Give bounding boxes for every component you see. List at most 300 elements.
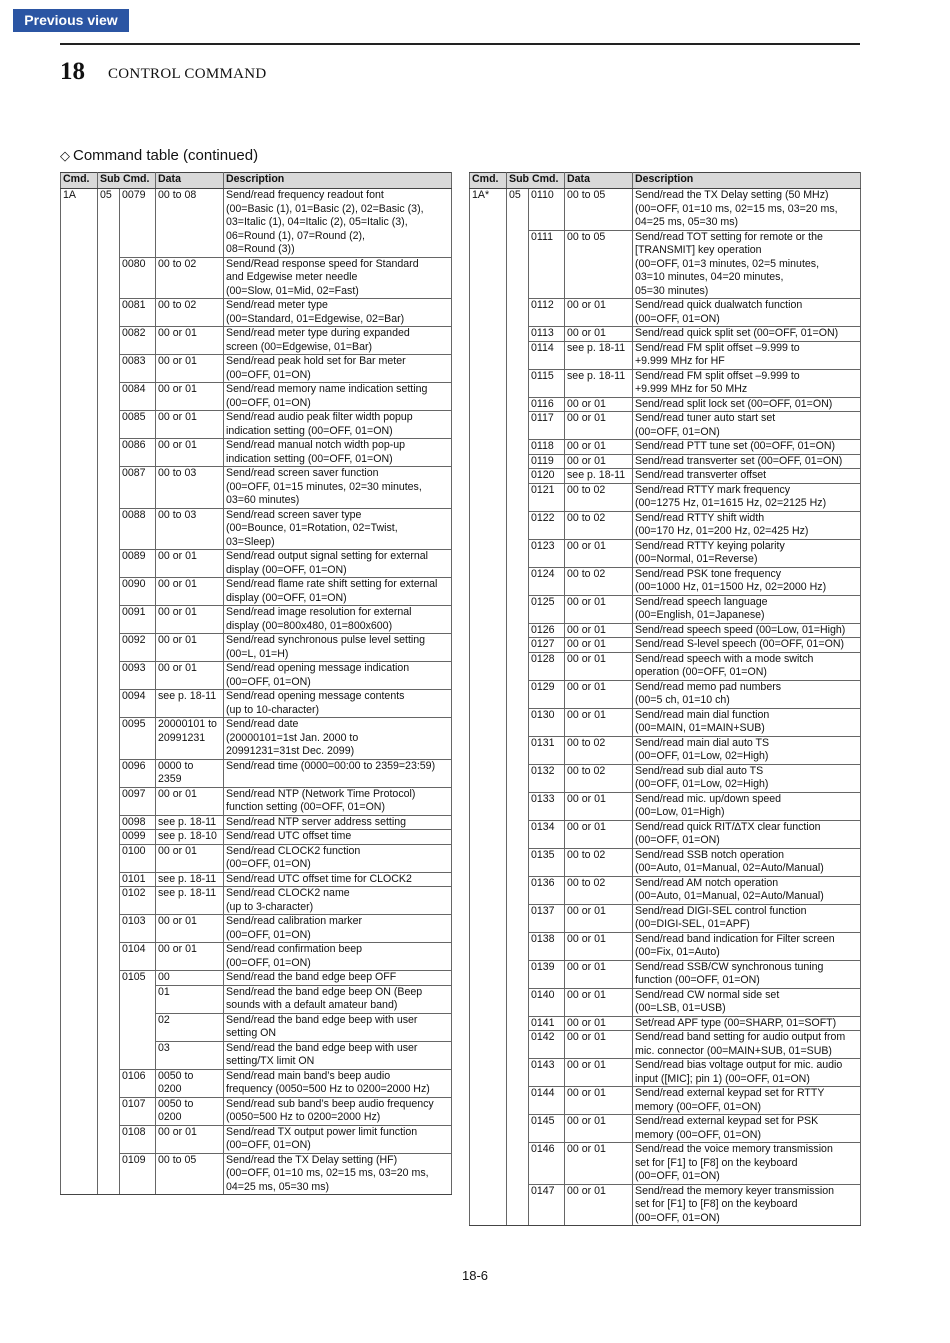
cmd-cell <box>61 759 98 787</box>
cmd-cell <box>470 595 507 623</box>
cmd-cell <box>470 1184 507 1226</box>
cmd-cell <box>470 876 507 904</box>
data-cell: 03 <box>156 1041 224 1069</box>
cmd-cell <box>61 550 98 578</box>
table-row <box>470 539 861 567</box>
sub-cmd-cell: 0118 <box>529 440 565 455</box>
data-cell: 00 or 01 <box>156 634 224 662</box>
table-row <box>470 595 861 623</box>
sub-cmd-cell: 0143 <box>529 1059 565 1087</box>
description-cell: Send/read frequency readout font (00=Basic (1), 01=Basic (2), 02=Basic (3), 03=Italic (1), 04=Italic (2), 05=Italic (3), 06=Round (1), 07=Round (2), 08=Round (3)) <box>224 189 452 258</box>
cmd-cell <box>61 718 98 760</box>
data-cell: 00 or 01 <box>156 844 224 872</box>
header-rule <box>60 43 860 45</box>
sub-cmd-cell <box>98 467 120 509</box>
sub-cmd-cell: 0096 <box>120 759 156 787</box>
sub-cmd-cell <box>98 299 120 327</box>
sub-cmd-cell <box>98 327 120 355</box>
cmd-cell <box>470 454 507 469</box>
sub-cmd-cell: 0115 <box>529 369 565 397</box>
data-cell: 00 to 05 <box>156 1153 224 1195</box>
description-cell: Send/read transverter offset <box>633 469 861 484</box>
data-cell: see p. 18-11 <box>565 469 633 484</box>
description-cell: Send/read the TX Delay setting (HF) (00=OFF, 01=10 ms, 02=15 ms, 03=20 ms, 04=25 ms, 05=30 ms) <box>224 1153 452 1195</box>
data-cell: see p. 18-11 <box>565 341 633 369</box>
table-row <box>61 718 452 760</box>
table-row <box>61 915 452 943</box>
data-cell: 00 or 01 <box>565 299 633 327</box>
description-cell: Send/read RTTY keying polarity (00=Normal, 01=Reverse) <box>633 539 861 567</box>
table-row <box>470 1031 861 1059</box>
cmd-cell <box>470 1031 507 1059</box>
cmd-cell <box>470 638 507 653</box>
sub-cmd-cell <box>507 1059 529 1087</box>
data-cell: 00 or 01 <box>565 623 633 638</box>
description-cell: Send/read speech with a mode switch operation (00=OFF, 01=ON) <box>633 652 861 680</box>
table-row <box>61 508 452 550</box>
cmd-cell <box>61 578 98 606</box>
data-cell: 00 or 01 <box>156 550 224 578</box>
data-cell: 00 to 03 <box>156 467 224 509</box>
data-cell: 00 or 01 <box>565 932 633 960</box>
sub-cmd-cell <box>98 1153 120 1195</box>
data-cell: 00 or 01 <box>565 397 633 412</box>
table-row <box>470 412 861 440</box>
table-row <box>61 634 452 662</box>
table-row <box>61 830 452 845</box>
sub-cmd-cell <box>98 578 120 606</box>
sub-cmd-cell <box>507 960 529 988</box>
sub-cmd-cell: 0098 <box>120 815 156 830</box>
sub-cmd-cell: 0146 <box>529 1143 565 1185</box>
data-cell: 02 <box>156 1013 224 1041</box>
description-cell: Send/read screen saver function (00=OFF, 01=15 minutes, 02=30 minutes, 03=60 minutes) <box>224 467 452 509</box>
table-row <box>470 369 861 397</box>
cmd-cell <box>61 1125 98 1153</box>
data-cell: 00 to 02 <box>156 257 224 299</box>
sub-cmd-cell: 0083 <box>120 355 156 383</box>
description-cell: Send/read bias voltage output for mic. audio input ([MIC]; pin 1) (00=OFF, 01=ON) <box>633 1059 861 1087</box>
table-row <box>470 483 861 511</box>
table-row <box>61 439 452 467</box>
sub-cmd-cell: 0079 <box>120 189 156 258</box>
description-cell: Send/read FM split offset –9.999 to +9.999 MHz for 50 MHz <box>633 369 861 397</box>
description-cell: Set/read APF type (00=SHARP, 01=SOFT) <box>633 1016 861 1031</box>
sub-cmd-cell <box>98 1097 120 1125</box>
sub-cmd-cell: 0105 <box>120 971 156 986</box>
cmd-cell <box>470 567 507 595</box>
cmd-cell <box>470 1087 507 1115</box>
sub-cmd-cell: 0087 <box>120 467 156 509</box>
cmd-cell <box>470 412 507 440</box>
sub-cmd-cell <box>98 1069 120 1097</box>
description-cell: Send/read time (0000=00:00 to 2359=23:59) <box>224 759 452 787</box>
sub-cmd-cell: 0088 <box>120 508 156 550</box>
sub-cmd-cell: 0147 <box>529 1184 565 1226</box>
sub-cmd-cell: 0113 <box>529 327 565 342</box>
data-cell: 00 to 02 <box>565 848 633 876</box>
cmd-cell <box>470 397 507 412</box>
sub-cmd-cell <box>98 257 120 299</box>
table-row <box>61 1041 452 1069</box>
sub-cmd-cell: 0109 <box>120 1153 156 1195</box>
cmd-cell <box>61 383 98 411</box>
sub-cmd-cell: 0124 <box>529 567 565 595</box>
sub-cmd-cell <box>507 412 529 440</box>
sub-cmd-cell: 0129 <box>529 680 565 708</box>
sub-cmd-cell: 05 <box>98 189 120 258</box>
sub-cmd-cell: 05 <box>507 189 529 231</box>
chapter-number: 18 <box>60 58 85 85</box>
data-cell: 00 to 02 <box>565 567 633 595</box>
cmd-cell <box>470 652 507 680</box>
sub-cmd-cell: 0142 <box>529 1031 565 1059</box>
description-cell: Send/read AM notch operation (00=Auto, 01=Manual, 02=Auto/Manual) <box>633 876 861 904</box>
description-cell: Send/read main dial auto TS (00=OFF, 01=Low, 02=High) <box>633 736 861 764</box>
sub-cmd-cell <box>507 904 529 932</box>
description-cell: Send/read RTTY mark frequency (00=1275 Hz, 01=1615 Hz, 02=2125 Hz) <box>633 483 861 511</box>
cmd-cell <box>470 904 507 932</box>
description-cell: Send/read image resolution for external display (00=800x480, 01=800x600) <box>224 606 452 634</box>
sub-cmd-cell <box>507 469 529 484</box>
sub-cmd-cell: 0110 <box>529 189 565 231</box>
sub-cmd-cell: 0136 <box>529 876 565 904</box>
table-row <box>470 1059 861 1087</box>
sub-cmd-cell <box>507 440 529 455</box>
data-cell: 00 to 02 <box>565 736 633 764</box>
cmd-cell <box>470 1115 507 1143</box>
data-cell: 00 or 01 <box>156 578 224 606</box>
table-row <box>61 844 452 872</box>
cmd-cell <box>61 439 98 467</box>
data-cell: 00 to 02 <box>565 876 633 904</box>
sub-cmd-cell <box>98 844 120 872</box>
sub-cmd-cell: 0127 <box>529 638 565 653</box>
section-heading <box>60 147 258 164</box>
table-row <box>470 932 861 960</box>
sub-cmd-cell: 0099 <box>120 830 156 845</box>
sub-cmd-cell <box>120 1041 156 1069</box>
table-row <box>61 189 452 258</box>
data-cell: 00 or 01 <box>565 904 633 932</box>
data-cell: 00 or 01 <box>565 1059 633 1087</box>
cmd-cell <box>61 1013 98 1041</box>
sub-cmd-cell <box>98 915 120 943</box>
data-cell: 00 or 01 <box>565 792 633 820</box>
sub-cmd-cell <box>507 638 529 653</box>
sub-cmd-cell: 0092 <box>120 634 156 662</box>
description-cell: Send/read screen saver type (00=Bounce, 01=Rotation, 02=Twist, 03=Sleep) <box>224 508 452 550</box>
description-cell: Send/read audio peak filter width popup indication setting (00=OFF, 01=ON) <box>224 411 452 439</box>
cmd-cell <box>470 1143 507 1185</box>
sub-cmd-cell <box>507 454 529 469</box>
cmd-cell <box>61 299 98 327</box>
cmd-cell <box>61 257 98 299</box>
cmd-cell <box>470 1059 507 1087</box>
cmd-cell <box>61 1069 98 1097</box>
description-cell: Send/read external keypad set for PSK memory (00=OFF, 01=ON) <box>633 1115 861 1143</box>
data-cell: 00 to 03 <box>156 508 224 550</box>
description-cell: Send/read NTP (Network Time Protocol) function setting (00=OFF, 01=ON) <box>224 787 452 815</box>
sub-cmd-cell: 0121 <box>529 483 565 511</box>
table-row <box>470 1087 861 1115</box>
description-cell: Send/read speech language (00=English, 01=Japanese) <box>633 595 861 623</box>
description-cell: Send/read the band edge beep OFF <box>224 971 452 986</box>
sub-cmd-cell: 0139 <box>529 960 565 988</box>
table-row <box>61 872 452 887</box>
cmd-cell <box>61 1097 98 1125</box>
cmd-cell <box>470 932 507 960</box>
sub-cmd-cell <box>98 439 120 467</box>
sub-cmd-cell: 0090 <box>120 578 156 606</box>
cmd-cell <box>470 623 507 638</box>
data-cell: 00 to 02 <box>156 299 224 327</box>
description-cell: Send/read TOT setting for remote or the [TRANSMIT] key operation (00=OFF, 01=3 minutes, 02=5 minutes, 03=10 minutes, 04=20 minutes, 05=30 minutes) <box>633 230 861 299</box>
sub-cmd-cell <box>507 511 529 539</box>
sub-cmd-cell: 0107 <box>120 1097 156 1125</box>
sub-cmd-cell: 0084 <box>120 383 156 411</box>
sub-cmd-cell <box>507 567 529 595</box>
table-row <box>61 662 452 690</box>
cmd-cell <box>61 327 98 355</box>
cmd-cell <box>470 848 507 876</box>
description-cell: Send/read CW normal side set (00=LSB, 01=USB) <box>633 988 861 1016</box>
sub-cmd-cell <box>98 1013 120 1041</box>
description-cell: Send/read meter type during expanded screen (00=Edgewise, 01=Bar) <box>224 327 452 355</box>
table-row <box>470 652 861 680</box>
description-cell: Send/read quick dualwatch function (00=OFF, 01=ON) <box>633 299 861 327</box>
sub-cmd-cell: 0125 <box>529 595 565 623</box>
description-cell: Send/read PSK tone frequency (00=1000 Hz, 01=1500 Hz, 02=2000 Hz) <box>633 567 861 595</box>
data-cell: 00 or 01 <box>565 440 633 455</box>
cmd-cell <box>61 971 98 986</box>
cmd-cell <box>470 511 507 539</box>
description-cell: Send/read opening message indication (00=OFF, 01=ON) <box>224 662 452 690</box>
sub-cmd-cell: 0141 <box>529 1016 565 1031</box>
sub-cmd-cell: 0133 <box>529 792 565 820</box>
description-cell: Send/read split lock set (00=OFF, 01=ON) <box>633 397 861 412</box>
cmd-cell <box>470 299 507 327</box>
table-row <box>61 383 452 411</box>
sub-cmd-cell <box>507 1016 529 1031</box>
description-cell: Send/read the band edge beep with user setting ON <box>224 1013 452 1041</box>
description-cell: Send/read speech speed (00=Low, 01=High) <box>633 623 861 638</box>
data-cell: 00 or 01 <box>156 1125 224 1153</box>
data-cell: 00 to 02 <box>565 483 633 511</box>
table-row <box>61 971 452 986</box>
cmd-cell <box>470 327 507 342</box>
cmd-cell <box>470 369 507 397</box>
description-cell: Send/read tuner auto start set (00=OFF, 01=ON) <box>633 412 861 440</box>
description-cell: Send/read the band edge beep ON (Beep sounds with a default amateur band) <box>224 985 452 1013</box>
sub-cmd-cell: 0082 <box>120 327 156 355</box>
description-cell: Send/read opening message contents (up to 10-character) <box>224 690 452 718</box>
table-row <box>61 355 452 383</box>
table-row <box>61 1153 452 1195</box>
description-cell: Send/read DIGI-SEL control function (00=DIGI-SEL, 01=APF) <box>633 904 861 932</box>
cmd-cell: 1A <box>61 189 98 258</box>
sub-cmd-cell <box>507 230 529 299</box>
sub-cmd-cell: 0137 <box>529 904 565 932</box>
data-cell: 00 or 01 <box>565 680 633 708</box>
sub-cmd-cell: 0122 <box>529 511 565 539</box>
table-row <box>61 299 452 327</box>
sub-cmd-cell: 0134 <box>529 820 565 848</box>
sub-cmd-cell <box>98 985 120 1013</box>
description-cell: Send/read output signal setting for external display (00=OFF, 01=ON) <box>224 550 452 578</box>
sub-cmd-cell <box>98 787 120 815</box>
description-cell: Send/read the TX Delay setting (50 MHz) (00=OFF, 01=10 ms, 02=15 ms, 03=20 ms, 04=25 ms, 05=30 ms) <box>633 189 861 231</box>
sub-cmd-cell <box>507 1143 529 1185</box>
table-row <box>61 985 452 1013</box>
cmd-cell <box>470 680 507 708</box>
previous-view-button[interactable]: Previous view <box>13 9 129 32</box>
sub-cmd-cell <box>507 680 529 708</box>
sub-cmd-cell <box>507 652 529 680</box>
data-cell: 20000101 to 20991231 <box>156 718 224 760</box>
description-cell: Send/read TX output power limit function (00=OFF, 01=ON) <box>224 1125 452 1153</box>
data-cell: 00 or 01 <box>156 355 224 383</box>
cmd-cell <box>61 606 98 634</box>
description-cell: Send/read the voice memory transmission set for [F1] to [F8] on the keyboard (00=OFF, 01=ON) <box>633 1143 861 1185</box>
cmd-cell <box>470 736 507 764</box>
sub-cmd-cell <box>98 411 120 439</box>
table-row <box>470 341 861 369</box>
sub-cmd-cell: 0116 <box>529 397 565 412</box>
description-cell: Send/read manual notch width pop-up indication setting (00=OFF, 01=ON) <box>224 439 452 467</box>
data-cell: 00 or 01 <box>565 960 633 988</box>
description-cell: Send/read flame rate shift setting for external display (00=OFF, 01=ON) <box>224 578 452 606</box>
cmd-cell <box>470 341 507 369</box>
cmd-cell <box>61 411 98 439</box>
sub-cmd-cell: 0108 <box>120 1125 156 1153</box>
sub-cmd-cell: 0135 <box>529 848 565 876</box>
cmd-cell <box>61 662 98 690</box>
sub-cmd-cell: 0081 <box>120 299 156 327</box>
table-row <box>61 1069 452 1097</box>
header-cmd: Cmd. <box>61 173 98 189</box>
table-row <box>470 638 861 653</box>
sub-cmd-cell <box>98 1041 120 1069</box>
description-cell: Send/read mic. up/down speed (00=Low, 01=High) <box>633 792 861 820</box>
cmd-cell <box>61 830 98 845</box>
sub-cmd-cell <box>507 876 529 904</box>
data-cell: 00 or 01 <box>565 1184 633 1226</box>
sub-cmd-cell <box>98 759 120 787</box>
table-row <box>470 327 861 342</box>
table-row <box>61 759 452 787</box>
table-row <box>470 764 861 792</box>
cmd-cell <box>470 764 507 792</box>
sub-cmd-cell <box>98 718 120 760</box>
table-row <box>470 792 861 820</box>
sub-cmd-cell: 0145 <box>529 1115 565 1143</box>
sub-cmd-cell: 0101 <box>120 872 156 887</box>
table-row <box>470 511 861 539</box>
sub-cmd-cell: 0080 <box>120 257 156 299</box>
cmd-cell <box>61 508 98 550</box>
sub-cmd-cell <box>507 369 529 397</box>
data-cell: 00 to 02 <box>565 511 633 539</box>
header-cmd: Cmd. <box>470 173 507 189</box>
description-cell: Send/read NTP server address setting <box>224 815 452 830</box>
header-data: Data <box>565 173 633 189</box>
sub-cmd-cell: 0100 <box>120 844 156 872</box>
sub-cmd-cell: 0140 <box>529 988 565 1016</box>
description-cell: Send/read quick RIT/∆TX clear function (00=OFF, 01=ON) <box>633 820 861 848</box>
cmd-cell <box>61 1041 98 1069</box>
table-row <box>470 1143 861 1185</box>
sub-cmd-cell <box>507 623 529 638</box>
table-row <box>470 680 861 708</box>
sub-cmd-cell <box>98 1125 120 1153</box>
cmd-cell <box>61 690 98 718</box>
description-cell: Send/read sub dial auto TS (00=OFF, 01=Low, 02=High) <box>633 764 861 792</box>
data-cell: 00 <box>156 971 224 986</box>
table-row <box>61 943 452 971</box>
description-cell: Send/read the memory keyer transmission set for [F1] to [F8] on the keyboard (00=OFF, 01=ON) <box>633 1184 861 1226</box>
sub-cmd-cell: 0103 <box>120 915 156 943</box>
cmd-cell <box>470 469 507 484</box>
table-row <box>470 904 861 932</box>
data-cell: 00 or 01 <box>565 652 633 680</box>
description-cell: Send/read FM split offset –9.999 to +9.999 MHz for HF <box>633 341 861 369</box>
table-row <box>470 1016 861 1031</box>
sub-cmd-cell <box>98 943 120 971</box>
cmd-cell <box>470 483 507 511</box>
description-cell: Send/read the band edge beep with user setting/TX limit ON <box>224 1041 452 1069</box>
description-cell: Send/read transverter set (00=OFF, 01=ON) <box>633 454 861 469</box>
header-description: Description <box>633 173 861 189</box>
table-row <box>61 578 452 606</box>
description-cell: Send/read CLOCK2 name (up to 3-character) <box>224 887 452 915</box>
data-cell: 00 or 01 <box>565 708 633 736</box>
cmd-cell <box>61 815 98 830</box>
data-cell: 00 or 01 <box>565 988 633 1016</box>
header-sub-cmd: Sub Cmd. <box>98 173 156 189</box>
sub-cmd-cell: 0117 <box>529 412 565 440</box>
table-row <box>470 469 861 484</box>
sub-cmd-cell <box>98 355 120 383</box>
description-cell: Send/Read response speed for Standard and Edgewise meter needle (00=Slow, 01=Mid, 02=Fast) <box>224 257 452 299</box>
table-row <box>470 189 861 231</box>
description-cell: Send/read calibration marker (00=OFF, 01=ON) <box>224 915 452 943</box>
description-cell: Send/read date (20000101=1st Jan. 2000 to 20991231=31st Dec. 2099) <box>224 718 452 760</box>
header-description: Description <box>224 173 452 189</box>
description-cell: Send/read quick split set (00=OFF, 01=ON) <box>633 327 861 342</box>
data-cell: see p. 18-10 <box>156 830 224 845</box>
sub-cmd-cell <box>507 539 529 567</box>
table-row <box>470 848 861 876</box>
description-cell: Send/read UTC offset time for CLOCK2 <box>224 872 452 887</box>
description-cell: Send/read CLOCK2 function (00=OFF, 01=ON) <box>224 844 452 872</box>
cmd-cell <box>61 355 98 383</box>
table-row <box>61 787 452 815</box>
sub-cmd-cell <box>98 690 120 718</box>
table-row <box>61 1097 452 1125</box>
description-cell: Send/read peak hold set for Bar meter (00=OFF, 01=ON) <box>224 355 452 383</box>
sub-cmd-cell: 0128 <box>529 652 565 680</box>
data-cell: 00 or 01 <box>156 787 224 815</box>
sub-cmd-cell <box>507 820 529 848</box>
sub-cmd-cell: 0095 <box>120 718 156 760</box>
table-row <box>470 820 861 848</box>
sub-cmd-cell <box>98 383 120 411</box>
data-cell: see p. 18-11 <box>565 369 633 397</box>
cmd-cell <box>61 634 98 662</box>
cmd-cell <box>61 915 98 943</box>
data-cell: 0050 to 0200 <box>156 1097 224 1125</box>
